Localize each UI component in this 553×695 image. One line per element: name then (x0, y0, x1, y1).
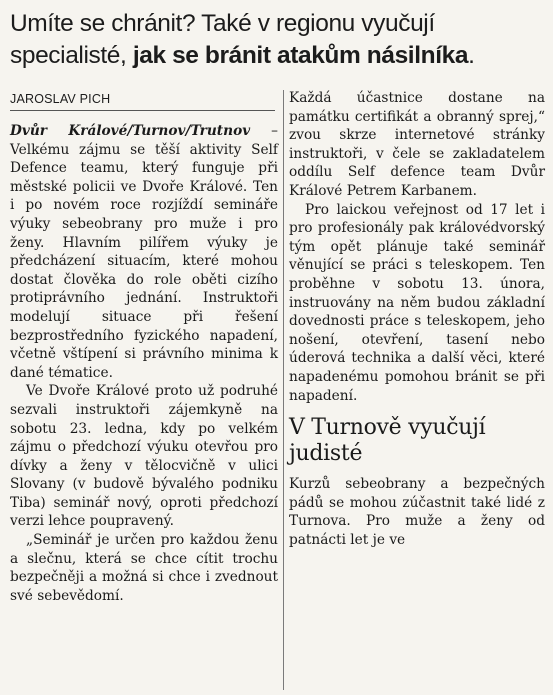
paragraph-4: Pro laickou veřejnost od 17 let i pro profesionály pak královédvorský tým opět plánuje také seminář věnující se práci s teleskopem. Ten proběhne v sobotu 13. února, instruovány na něm budou základní dovednosti práce s teleskopem, jeho nošení, otevření, tasení nebo úderová technika a další věci, které napadenému pomohou bránit se při napadení. (289, 201, 545, 404)
right-column (289, 89, 545, 549)
headline-lead: Umíte se chránit? Také v regionu vyučují specialisté, (10, 10, 435, 69)
headline-end: . (468, 42, 475, 69)
subheadline: V Turnově vyučují judisté (289, 415, 486, 467)
column-divider (283, 90, 284, 690)
headline-bold: jak se bránit atakům násilníka (132, 42, 469, 69)
headline (10, 8, 546, 72)
paragraph-2: Ve Dvoře Králové proto už podruhé sezvali instruktoři zájemkyně na sobotu 23. ledna, kdy po velkém zájmu o předchozí výuku otevřou pro dívky a ženy v tělocvičně v ulici Slovany (v budově bývalého podniku Tiba) seminář nový, oproti předchozí verzi lehce poupravený. (10, 383, 278, 530)
paragraph-1 (10, 122, 278, 382)
dateline: Dvůr Králové/Turnov/Trutnov (10, 123, 251, 139)
paragraph-3-continued: Každá účastnice dostane na památku certifikát a obranný sprej,“ zvou skrze internetové stránky instruktoři, v čele se zakladatelem oddílu Self defence team Dvůr Králové Petrem Karbanem. (289, 90, 545, 199)
paragraph-1-text: Velkému zájmu se těší aktivity Self Defence teamu, který funguje při městské policii ve Dvoře Králové. Ten i po novém roce rozjíždí semináře výuky sebeobrany pro muže i pro ženy. Hlavním pilířem výuky je předcházení situacím, které mohou dostat člověka do role oběti cizího protiprávního jednání. Instruktoři modelují situace při řešení bezprostředního fyzického napadení, včetně vštípení si právního minima k dané tématice. (10, 141, 278, 381)
byline-rule (10, 110, 275, 111)
left-column (10, 122, 278, 605)
byline: JAROSLAV PICH (10, 92, 111, 106)
dateline-dash: – (250, 123, 278, 139)
paragraph-5: Kurzů sebeobrany a bezpečných pádů se mohou zúčastnit také lidé z Turnova. Pro muže a ženy od patnácti let je ve (289, 476, 545, 548)
paragraph-3: „Seminář je určen pro každou ženu a slečnu, která se chce cítit trochu bezpečněji a možná si chce i zvednout své sebevědomí. (10, 532, 278, 604)
